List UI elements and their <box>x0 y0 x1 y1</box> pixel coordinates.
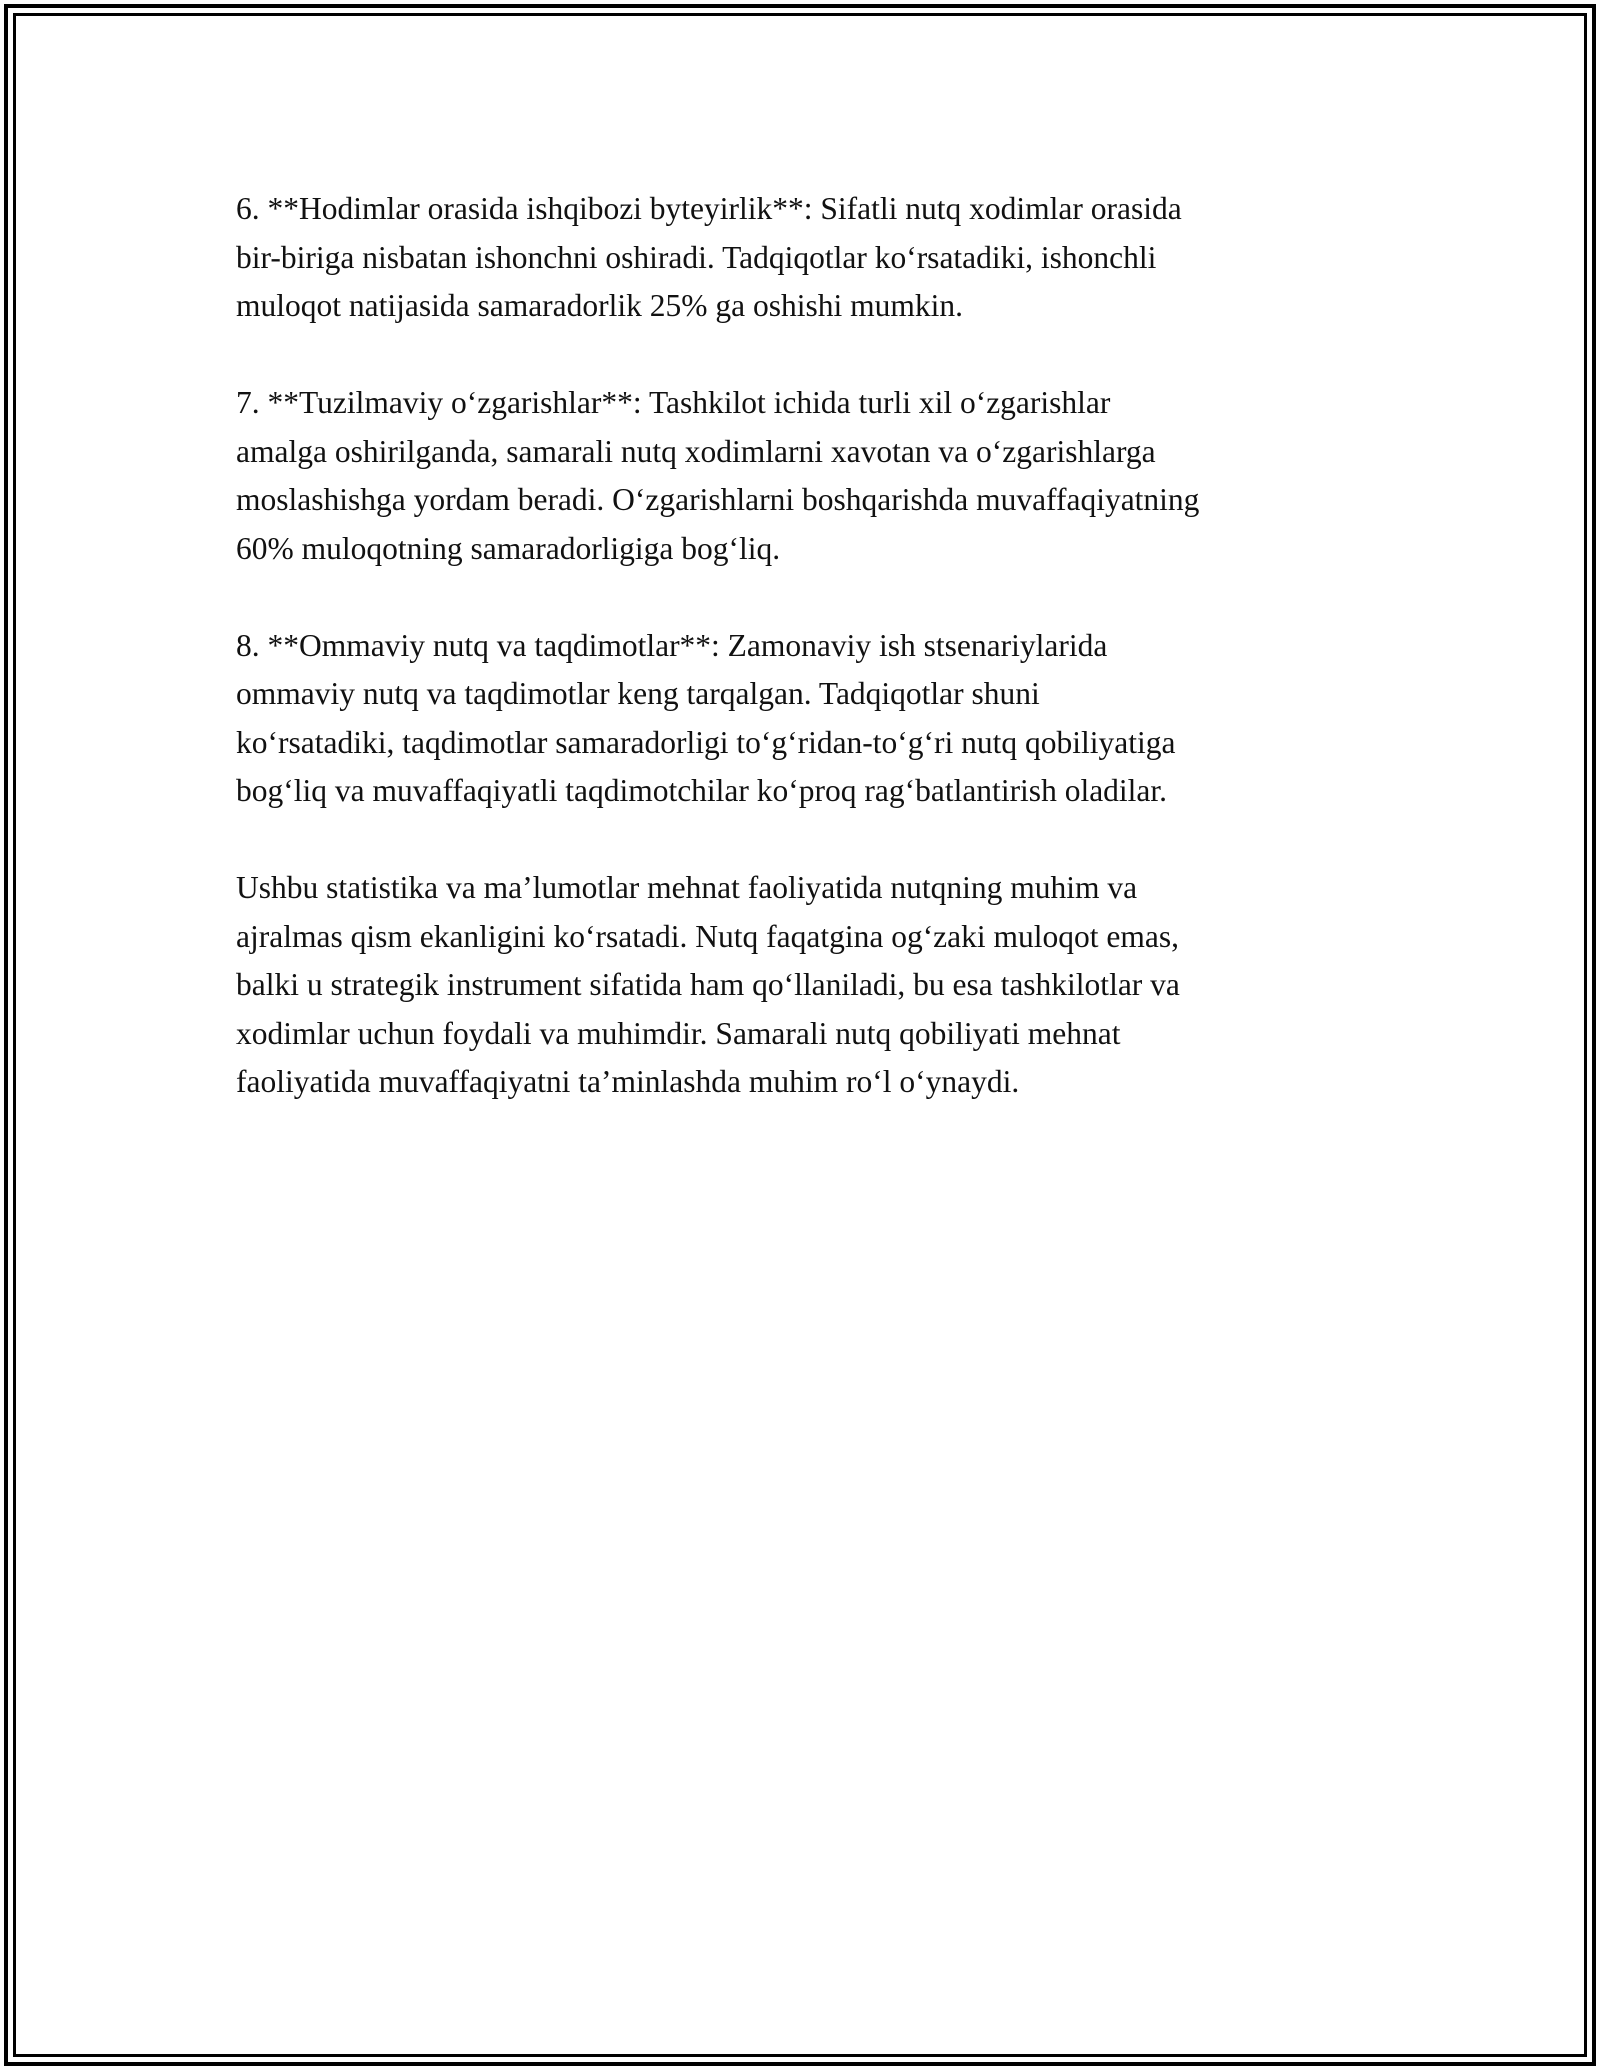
paragraph-item-8: 8. **Ommaviy nutq va taqdimotlar**: Zamonaviy ish stsenariylarida ommaviy nutq va taqdimotlar keng tarqalgan. Tadqiqotlar shuni koʻrsatadiki, taqdimotlar samaradorligi toʻgʻridan-toʻgʻri nutq qobiliyatiga bogʻliq va muvaffaqiyatli taqdimotchilar koʻproq ragʻbatlantirish oladilar. <box>236 627 1176 808</box>
paragraph-item-7: 7. **Tuzilmaviy oʻzgarishlar**: Tashkilot ichida turli xil oʻzgarishlar amalga oshirilganda, samarali nutq xodimlarni xavotan va oʻzgarishlarga moslashishga yordam beradi. Oʻzgarishlarni boshqarishda muvaffaqiyatning 60% muloqotning samaradorligiga bogʻliq. <box>236 385 1200 566</box>
paragraph-conclusion: Ushbu statistika va maʼlumotlar mehnat faoliyatida nutqning muhim va ajralmas qism ekanligini koʻrsatadi. Nutq faqatgina ogʻzaki muloqot emas, balki u strategik instrument sifatida ham qoʻllaniladi, bu esa tashkilotlar va xodimlar uchun foydali va muhimdir. Samarali nutq qobiliyati mehnat faoliyatida muvaffaqiyatni taʼminlashda muhim roʻl oʻynaydi. <box>236 870 1180 1099</box>
paragraph-item-6: 6. **Hodimlar orasida ishqibozi byteyirlik**: Sifatli nutq xodimlar orasida bir-biriga nisbatan ishonchni oshiradi. Tadqiqotlar koʻrsatadiki, ishonchli muloqot natijasida samaradorlik 25% ga oshishi mumkin. <box>236 191 1182 323</box>
document-body <box>236 185 1376 1155</box>
